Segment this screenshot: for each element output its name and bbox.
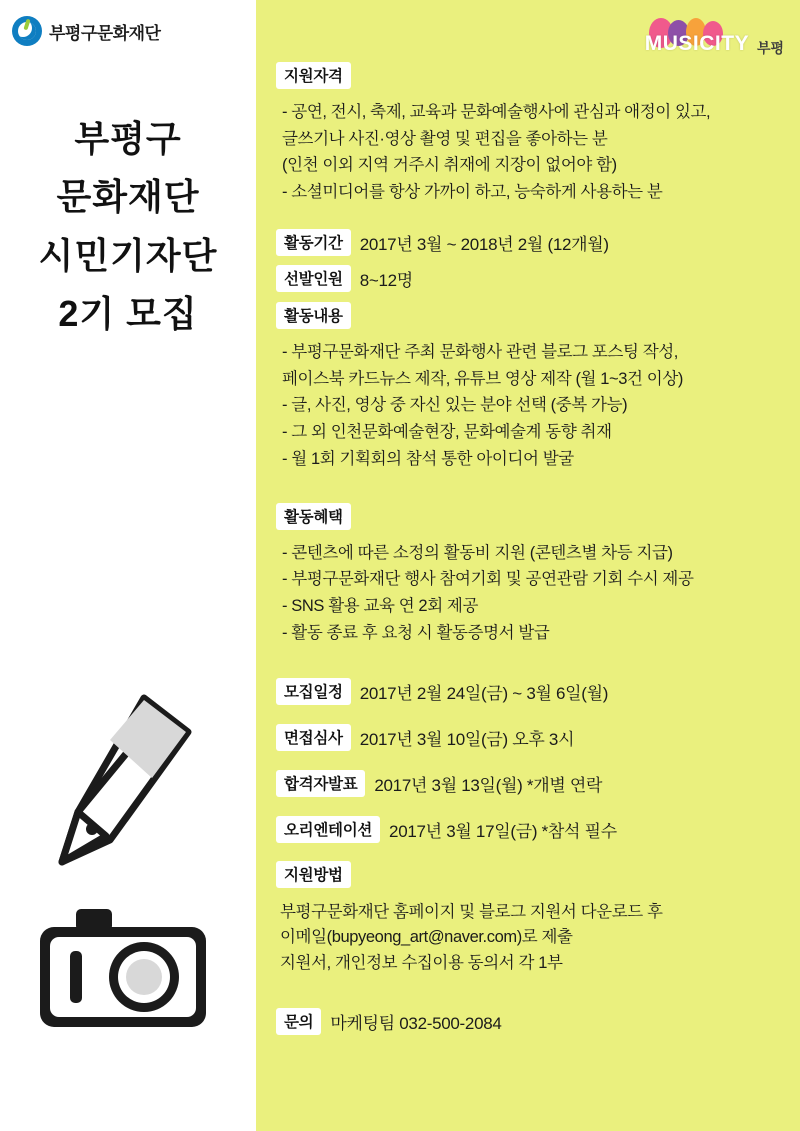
list-item: - 글, 사진, 영상 중 자신 있는 분야 선택 (중복 가능)	[282, 396, 628, 415]
how-to-apply-line-1: 부평구문화재단 홈페이지 및 블로그 지원서 다운로드 후	[280, 902, 663, 921]
list-item: - SNS 활용 교육 연 2회 제공	[282, 597, 479, 616]
musicity-suffix: 부평	[756, 40, 784, 56]
musicity-logo	[641, 18, 784, 62]
section-how-to-apply	[276, 861, 788, 977]
section-announcement	[276, 770, 788, 797]
section-tag-activities: 활동내용	[276, 302, 351, 329]
orientation-value: 2017년 3월 17일(금) *참석 필수	[389, 821, 617, 841]
announcement-value: 2017년 3월 13일(월) *개별 연락	[374, 775, 603, 795]
section-interview	[276, 724, 788, 751]
how-to-apply-text	[280, 900, 788, 977]
list-item: - 소셜미디어를 항상 가까이 하고, 능숙하게 사용하는 분	[282, 183, 663, 202]
bupyeong-foundation-logo-icon	[12, 16, 42, 46]
page-title-line-4: 2기 모집	[58, 292, 198, 334]
brand-header	[12, 16, 160, 46]
contact-value: 마케팅팀 032-500-2084	[330, 1013, 502, 1033]
list-item: - 콘텐츠에 따른 소정의 활동비 지원 (콘텐츠별 차등 지급)	[282, 543, 673, 562]
list-item: 페이스북 카드뉴스 제작, 유튜브 영상 제작 (월 1~3건 이상)	[282, 369, 683, 388]
fountain-pen-icon	[48, 690, 198, 875]
benefits-list	[282, 541, 788, 647]
page-title	[0, 110, 256, 343]
section-qualification	[276, 62, 788, 206]
section-tag-period: 활동기간	[276, 229, 351, 256]
left-column	[0, 0, 256, 1131]
list-item: - 부평구문화재단 주최 문화행사 관련 블로그 포스팅 작성,	[282, 342, 678, 361]
list-item: - 공연, 전시, 축제, 교육과 문화예술행사에 관심과 애정이 있고,	[282, 103, 711, 121]
list-item: - 그 외 인천문화예술현장, 문화예술계 동향 취재	[282, 423, 612, 442]
interview-value: 2017년 3월 10일(금) 오후 3시	[359, 729, 575, 749]
section-tag-contact: 문의	[276, 1008, 321, 1035]
section-activities	[276, 302, 788, 473]
qualification-list	[282, 100, 788, 206]
section-benefits	[276, 503, 788, 647]
camera-icon	[34, 905, 212, 1035]
section-tag-interview: 면접심사	[276, 724, 351, 751]
section-tag-announcement: 합격자발표	[276, 770, 365, 797]
section-headcount	[276, 265, 788, 292]
activities-list	[282, 340, 788, 473]
schedule-value: 2017년 2월 24일(금) ~ 3월 6일(월)	[359, 683, 609, 703]
page-title-line-3: 시민기자단	[38, 234, 218, 276]
list-item: (인천 이외 지역 거주시 취재에 지장이 없어야 함)	[282, 156, 617, 175]
poster-content	[276, 62, 788, 1035]
section-tag-orientation: 오리엔테이션	[276, 816, 380, 843]
section-tag-qualification: 지원자격	[276, 62, 351, 89]
list-item: - 월 1회 기획회의 참석 통한 아이디어 발굴	[282, 449, 574, 468]
brand-name: 부평구문화재단	[49, 23, 161, 43]
how-to-apply-line-2: 이메일(bupyeong_art@naver.com)로 제출	[280, 928, 573, 947]
section-tag-headcount: 선발인원	[276, 265, 351, 292]
section-period	[276, 229, 788, 256]
list-item: 글쓰기나 사진·영상 촬영 및 편집을 좋아하는 분	[282, 129, 608, 148]
list-item: - 부평구문화재단 행사 참여기회 및 공연관람 기회 수시 제공	[282, 570, 694, 589]
right-panel	[256, 0, 800, 1131]
section-tag-schedule: 모집일정	[276, 678, 351, 705]
section-tag-how-to-apply: 지원방법	[276, 861, 351, 888]
page-title-line-2: 문화재단	[56, 176, 200, 218]
page-title-line-1: 부평구	[74, 118, 182, 159]
list-item: - 활동 종료 후 요청 시 활동증명서 발급	[282, 623, 550, 642]
section-orientation	[276, 816, 788, 843]
period-value: 2017년 3월 ~ 2018년 2월 (12개월)	[359, 234, 609, 254]
section-schedule	[276, 678, 788, 705]
headcount-value: 8~12명	[359, 270, 413, 290]
section-contact	[276, 1008, 788, 1035]
how-to-apply-line-3: 지원서, 개인정보 수집이용 동의서 각 1부	[280, 954, 563, 973]
musicity-wordmark-group	[641, 18, 753, 62]
section-tag-benefits: 활동혜택	[276, 503, 351, 530]
musicity-wordmark: MUSICITY	[644, 32, 750, 55]
